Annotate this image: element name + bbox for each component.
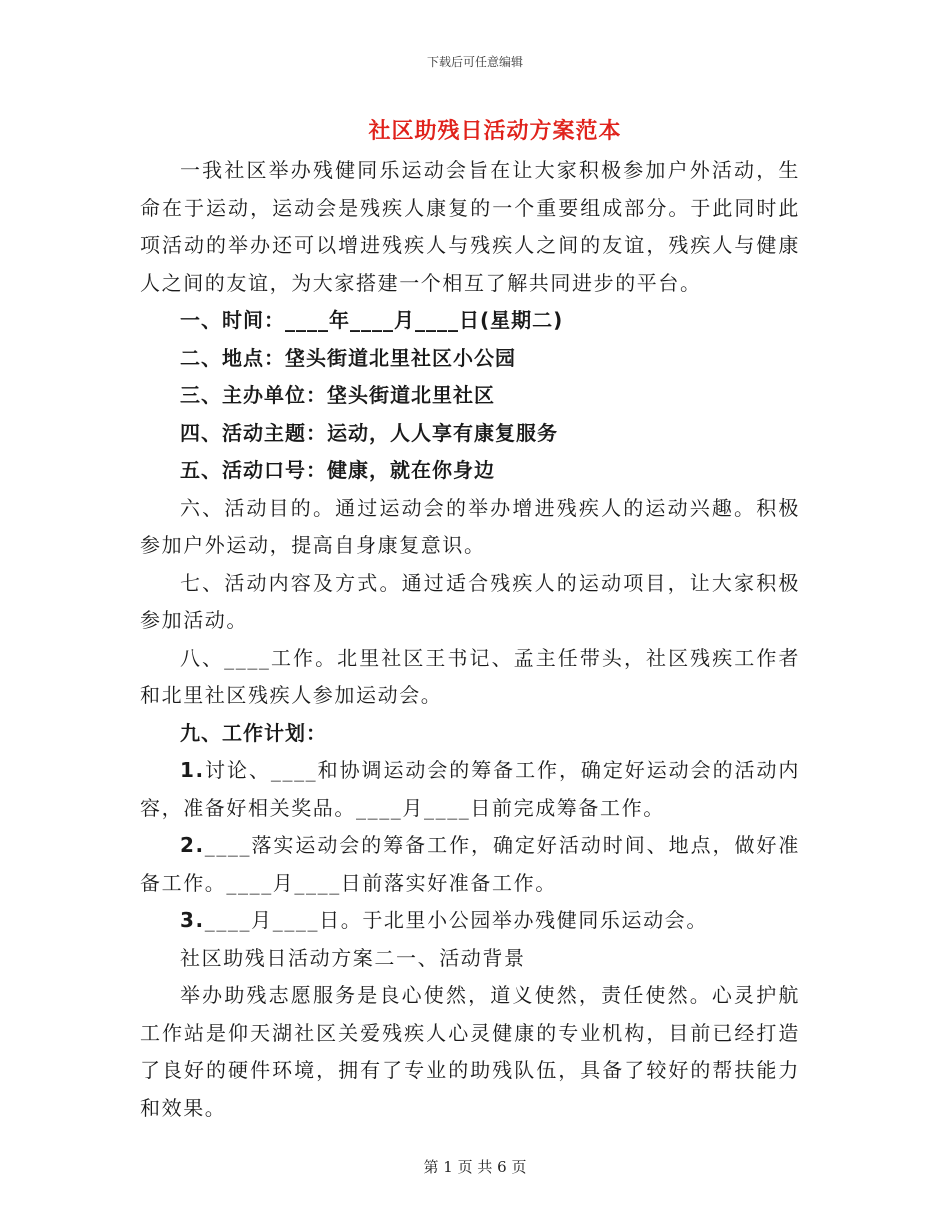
page-number: 第 1 页 共 6 页 <box>423 1158 527 1176</box>
item-work: 八、____工作。北里社区王书记、孟主任带头，社区残疾工作者和北里社区残疾人参加运动会。 <box>140 645 800 707</box>
plan-step-text: ____月____日。于北里小公园举办残健同乐运动会。 <box>204 908 708 932</box>
item-time: 一、时间：____年____月____日(星期二) <box>180 308 564 332</box>
item-plan-heading: 九、工作计划： <box>180 720 327 745</box>
item-organizer: 三、主办单位：垡头街道北里社区 <box>180 383 495 407</box>
plan-step-text: ____落实运动会的筹备工作，确定好活动时间、地点，做好准备工作。____月____日前落实好准备工作。 <box>140 833 800 895</box>
intro-paragraph: 一我社区举办残健同乐运动会旨在让大家积极参加户外活动，生命在于运动，运动会是残疾人康复的一个重要组成部分。于此同时此项活动的举办还可以增进残疾人与残疾人之间的友谊，残疾人与健康人之间的友谊，为大家搭建一个相互了解共同进步的平台。 <box>140 158 800 295</box>
header-note: 下载后可任意编辑 <box>426 55 523 69</box>
plan-step-number: 1. <box>180 758 205 782</box>
document-title: 社区助残日活动方案范本 <box>368 118 622 144</box>
plan-step <box>140 827 800 902</box>
item-content: 七、活动内容及方式。通过适合残疾人的运动项目，让大家积极参加活动。 <box>140 570 800 632</box>
section2-paragraph: 举办助残志愿服务是良心使然，道义使然，责任使然。心灵护航工作站是仰天湖社区关爱残疾人心灵健康的专业机构，目前已经打造了良好的硬件环境，拥有了专业的助残队伍，具备了较好的帮扶能力和效果。 <box>140 983 800 1120</box>
item-slogan: 五、活动口号：健康，就在你身边 <box>180 458 495 482</box>
section2-heading: 社区助残日活动方案二一、活动背景 <box>180 945 526 970</box>
plan-step-number: 3. <box>180 908 205 932</box>
document-body <box>140 152 800 1127</box>
plan-step-text: 讨论、____和协调运动会的筹备工作，确定好运动会的活动内容，准备好相关奖品。____月____日前完成筹备工作。 <box>140 758 800 820</box>
item-location: 二、地点：垡头街道北里社区小公园 <box>180 345 516 370</box>
plan-step <box>140 752 800 827</box>
plan-step-number: 2. <box>180 833 205 857</box>
plan-step <box>140 902 800 940</box>
item-purpose: 六、活动目的。通过运动会的举办增进残疾人的运动兴趣。积极参加户外运动，提高自身康复意识。 <box>140 495 800 557</box>
item-theme: 四、活动主题：运动，人人享有康复服务 <box>180 420 558 445</box>
